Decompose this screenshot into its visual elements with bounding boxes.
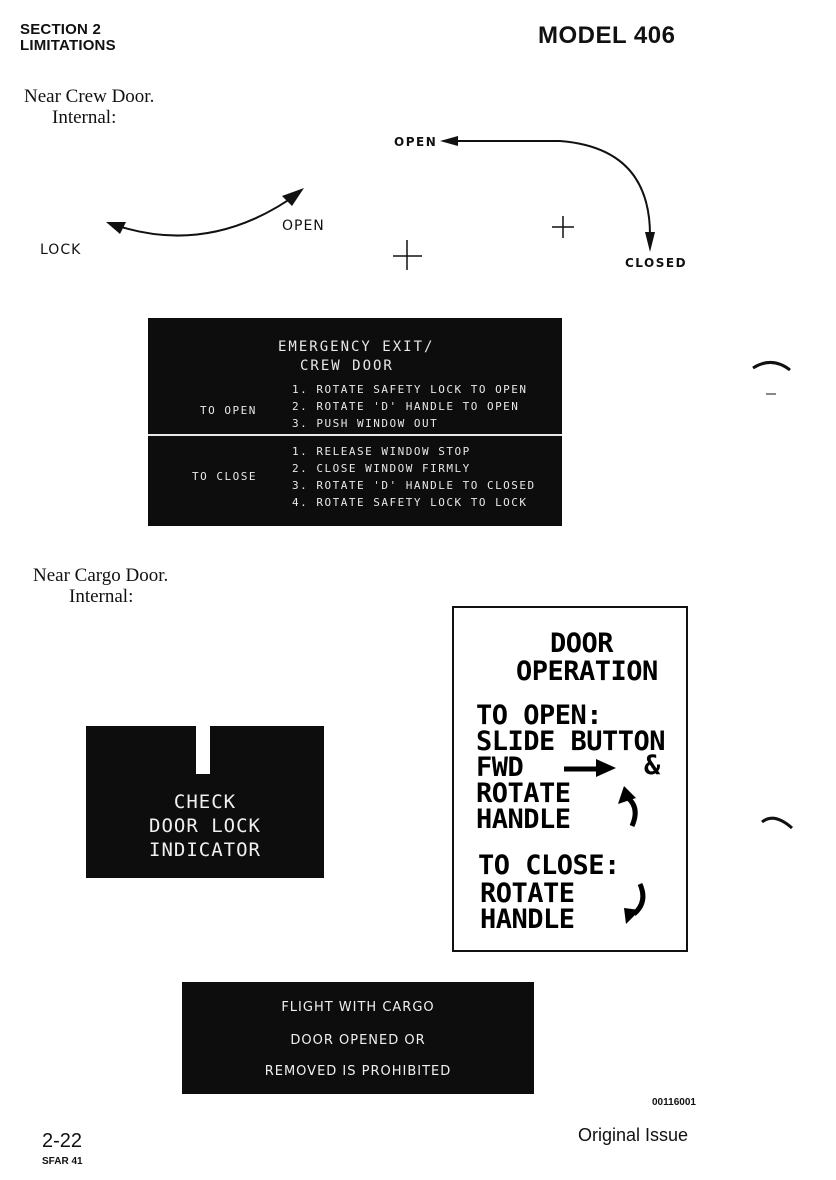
cargo-door-caption <box>33 565 168 607</box>
close-step: 2. CLOSE WINDOW FIRMLY <box>292 462 471 475</box>
lock-open-arc <box>112 192 300 236</box>
crosshair-small <box>552 216 574 238</box>
open-arrowhead <box>282 188 304 206</box>
crosshair-large <box>393 240 422 270</box>
cargo-door-caption-line2: Internal: <box>69 586 134 607</box>
door-op-title-line1: DOOR <box>550 628 614 659</box>
rotate-text-close: ROTATE <box>480 878 575 909</box>
open-label-right: OPEN <box>394 135 438 149</box>
model-title: MODEL 406 <box>538 22 676 49</box>
close-step: 4. ROTATE SAFETY LOCK TO LOCK <box>292 496 528 509</box>
close-steps-list <box>292 443 536 511</box>
placard-divider <box>148 434 562 436</box>
margin-mark-lower <box>756 806 800 836</box>
check-placard-text <box>86 790 324 862</box>
open-closed-arc <box>560 141 650 235</box>
fwd-text: FWD <box>476 752 524 783</box>
check-line2: DOOR LOCK <box>149 815 261 837</box>
flight-line1: FLIGHT WITH CARGO <box>281 1000 435 1015</box>
emergency-title-line1: EMERGENCY EXIT/ <box>278 339 435 355</box>
issue-label: Original Issue <box>578 1125 689 1145</box>
to-close-header: TO CLOSE: <box>478 850 620 881</box>
open-step: 3. PUSH WINDOW OUT <box>292 417 439 430</box>
open-step: 2. ROTATE 'D' HANDLE TO OPEN <box>292 400 520 413</box>
page-number: 2-22 <box>42 1130 83 1152</box>
closed-label: CLOSED <box>625 256 688 270</box>
rotate-down-arrow-icon <box>620 880 654 928</box>
open-left-arrowhead <box>440 136 458 146</box>
open-label-left: OPEN <box>282 218 325 234</box>
lock-arrowhead <box>106 222 126 234</box>
figure-code: 00116001 <box>652 1097 696 1108</box>
flight-line3: REMOVED IS PROHIBITED <box>264 1064 452 1079</box>
door-operation-placard <box>452 606 688 952</box>
crew-door-caption-line1: Near Crew Door. <box>24 86 155 107</box>
closed-arrowhead <box>645 232 655 252</box>
sfar-label: SFAR 41 <box>42 1156 83 1167</box>
check-door-lock-placard <box>86 726 324 878</box>
to-open-header: TO OPEN: <box>476 700 603 731</box>
subsection-label: LIMITATIONS <box>20 37 116 54</box>
cargo-door-caption-line1: Near Cargo Door. <box>33 565 169 586</box>
crew-door-caption-line2: Internal: <box>52 107 117 128</box>
open-step: 1. ROTATE SAFETY LOCK TO OPEN <box>292 383 528 396</box>
check-line3: INDICATOR <box>149 839 261 861</box>
open-steps-list <box>292 381 528 432</box>
indicator-slot <box>196 726 210 774</box>
rotate-text-open: ROTATE <box>476 778 571 809</box>
to-open-label: TO OPEN <box>200 404 257 417</box>
to-close-label: TO CLOSE <box>192 470 257 483</box>
margin-mark-upper <box>748 352 798 402</box>
close-step: 1. RELEASE WINDOW STOP <box>292 445 471 458</box>
rotate-up-arrow-icon <box>614 784 644 830</box>
close-step: 3. ROTATE 'D' HANDLE TO CLOSED <box>292 479 536 492</box>
check-line1: CHECK <box>173 791 237 813</box>
handle-text-close: HANDLE <box>480 904 575 935</box>
flight-prohibited-placard <box>182 982 534 1094</box>
section-label: SECTION 2 <box>20 21 101 38</box>
emergency-title-line2: CREW DOOR <box>300 358 394 374</box>
fwd-arrow-icon <box>562 756 618 780</box>
emergency-title <box>278 338 434 376</box>
emergency-exit-placard <box>148 318 562 526</box>
crew-door-handle-diagrams <box>0 0 836 300</box>
ampersand-text: & <box>644 750 660 781</box>
door-op-title-line2: OPERATION <box>516 656 658 687</box>
lock-label: LOCK <box>40 242 82 258</box>
slide-button-text: SLIDE BUTTON <box>476 726 666 757</box>
handle-text-open: HANDLE <box>476 804 571 835</box>
flight-line2: DOOR OPENED OR <box>290 1033 426 1048</box>
